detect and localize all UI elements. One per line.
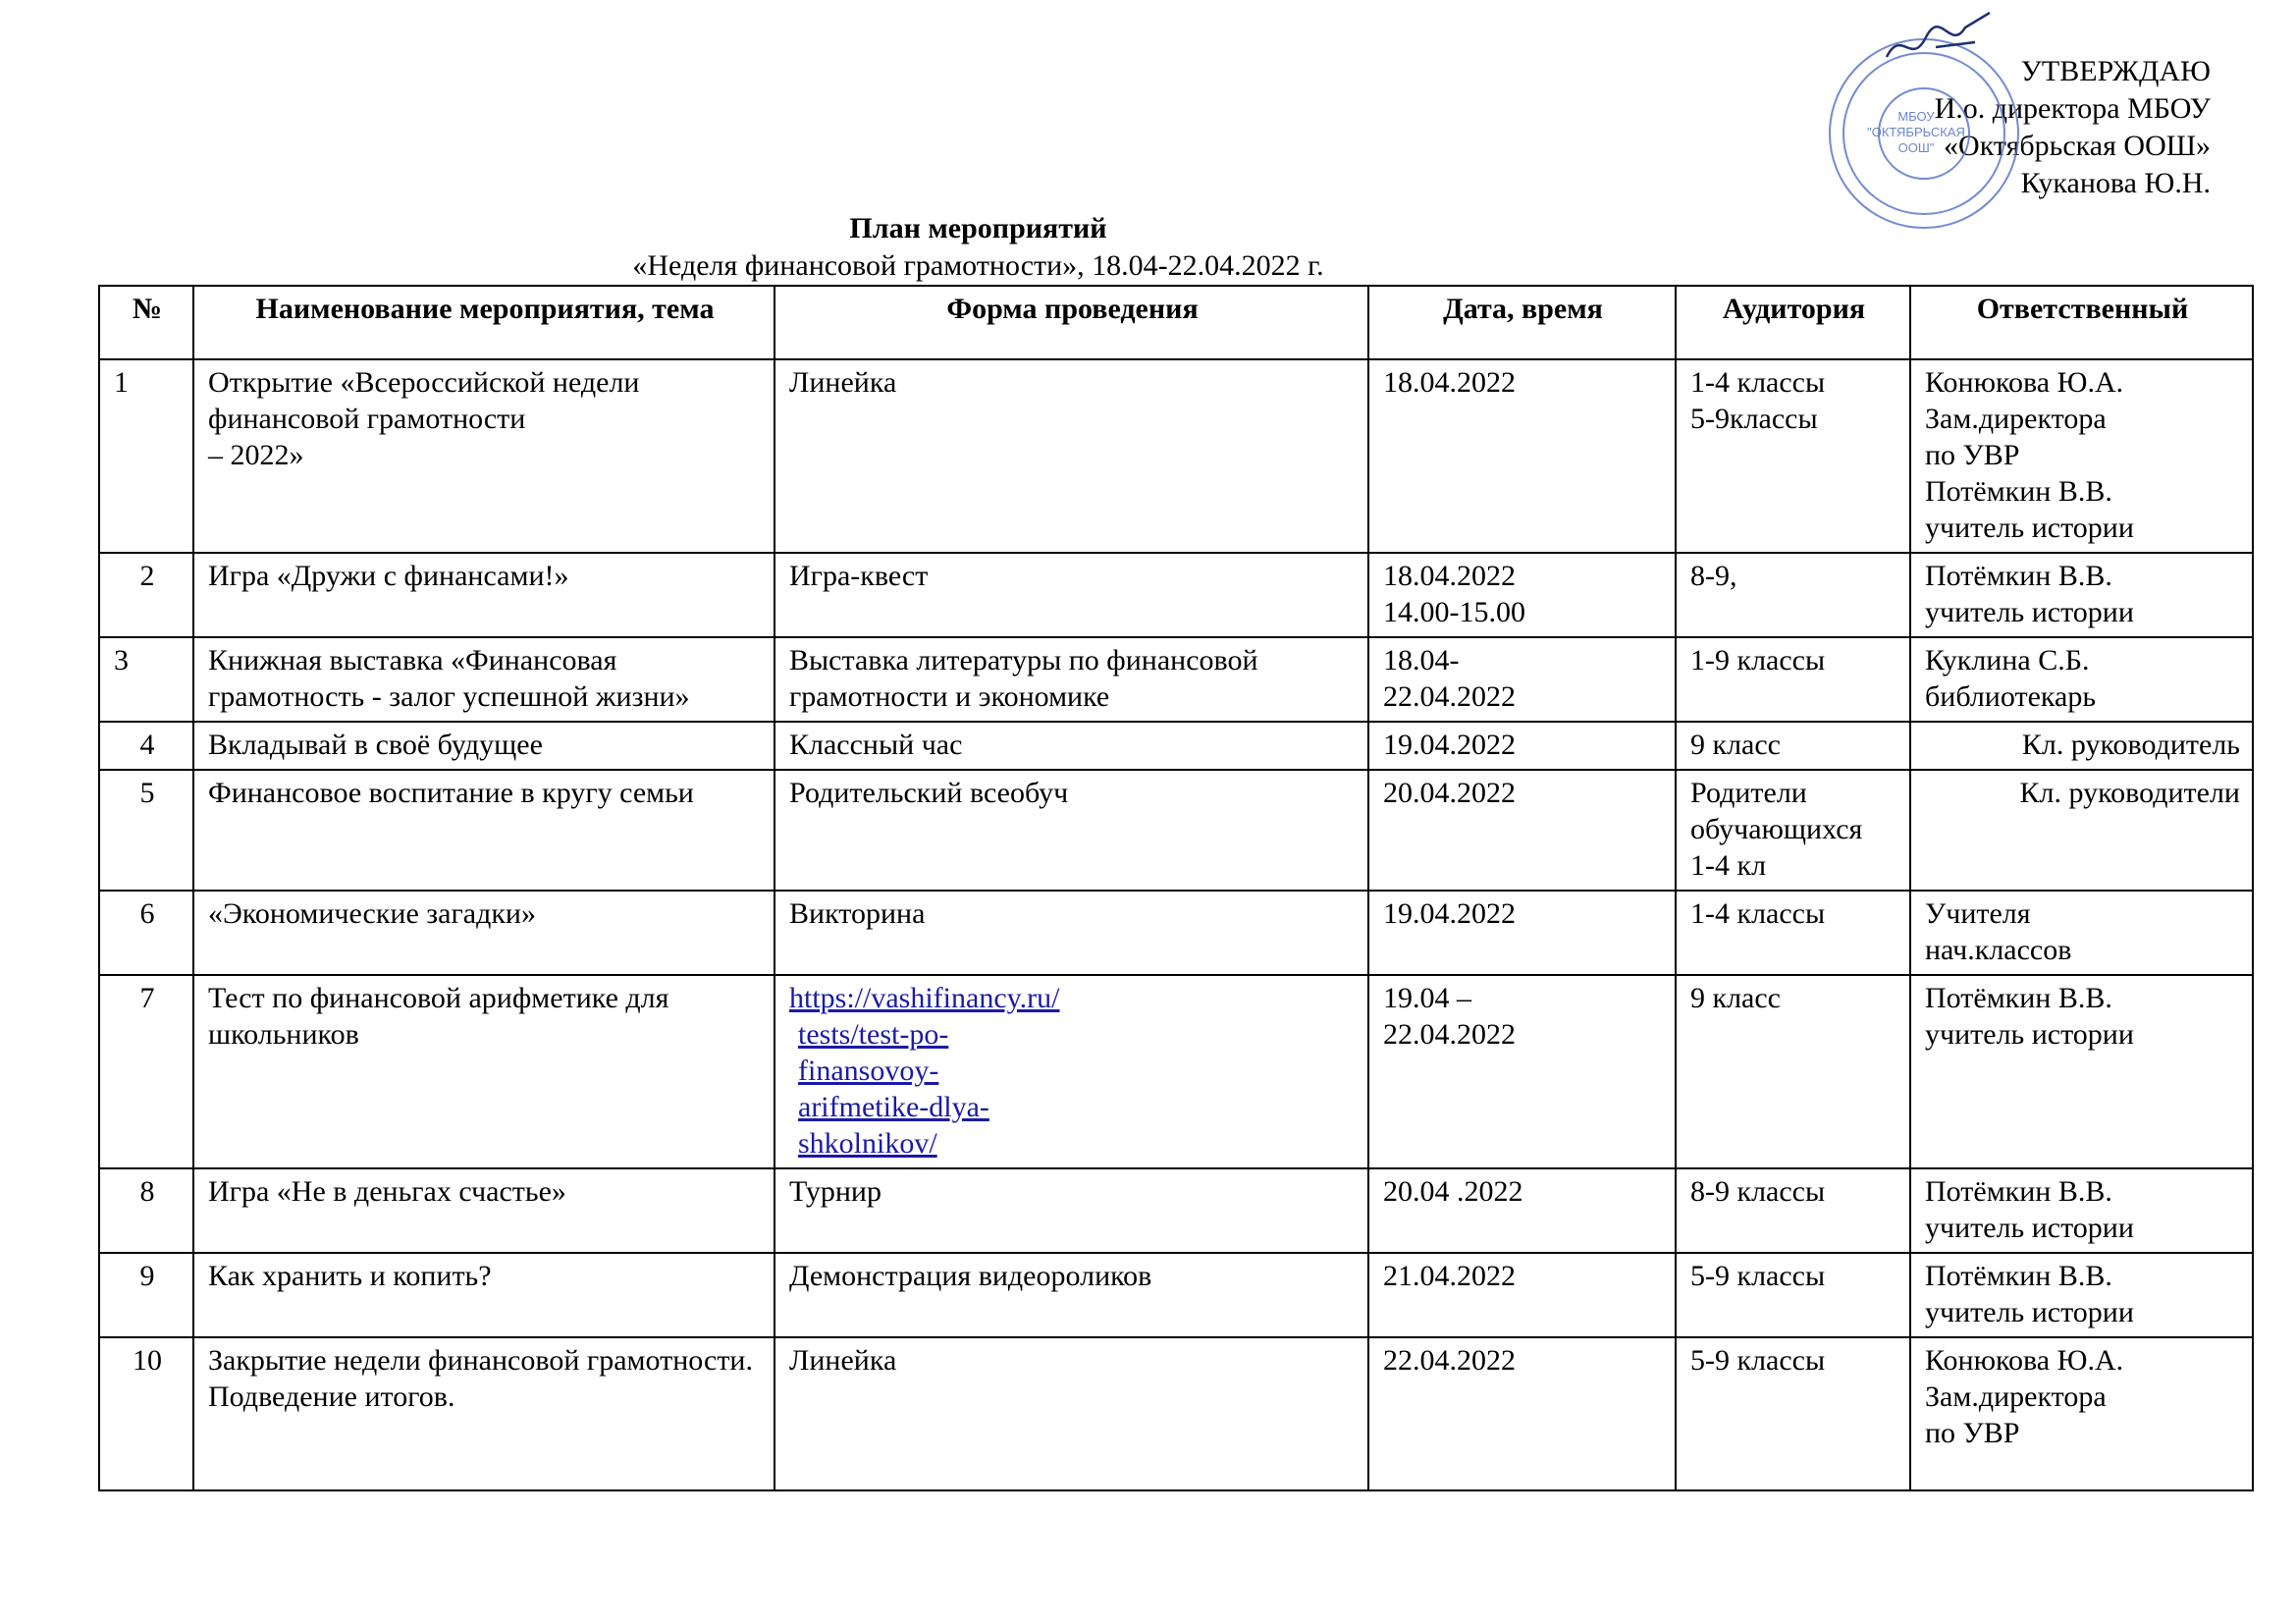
row-form: Линейка — [774, 1337, 1368, 1490]
row-date: 19.04.2022 — [1368, 891, 1676, 975]
row-responsible: Учителя нач.классов — [1910, 891, 2253, 975]
row-form: Демонстрация видеороликов — [774, 1253, 1368, 1337]
row-date: 19.04 – 22.04.2022 — [1368, 975, 1676, 1168]
table-row — [99, 722, 2253, 770]
row-name: Игра «Дружи с финансами!» — [193, 553, 774, 637]
row-name: Книжная выставка «Финансовая грамотность - залог успешной жизни» — [193, 637, 774, 722]
row-name: Открытие «Всероссийской недели финансовой грамотности – 2022» — [193, 359, 774, 553]
seal-text: "ОКТЯБРЬСКАЯ — [1867, 125, 1965, 139]
row-audience: 1-9 классы — [1676, 637, 1910, 722]
row-number: 6 — [99, 891, 193, 975]
row-number: 3 — [99, 637, 193, 722]
row-date: 18.04.2022 — [1368, 359, 1676, 553]
table-header-row — [99, 286, 2253, 359]
table-row — [99, 770, 2253, 891]
header-number: № — [99, 286, 193, 359]
row-responsible: Потёмкин В.В. учитель истории — [1910, 1168, 2253, 1253]
document-subtitle: «Неделя финансовой грамотности», 18.04-22.04.2022 г. — [632, 249, 1324, 282]
row-name: Игра «Не в деньгах счастье» — [193, 1168, 774, 1253]
row-name: «Экономические загадки» — [193, 891, 774, 975]
events-table — [98, 285, 2254, 1491]
row-date: 21.04.2022 — [1368, 1253, 1676, 1337]
row-number: 5 — [99, 770, 193, 891]
row-date: 19.04.2022 — [1368, 722, 1676, 770]
row-form: Викторина — [774, 891, 1368, 975]
row-number: 4 — [99, 722, 193, 770]
row-form: Родительский всеобуч — [774, 770, 1368, 891]
row-number: 1 — [99, 359, 193, 553]
row-number: 8 — [99, 1168, 193, 1253]
row-number: 7 — [99, 975, 193, 1168]
header-date: Дата, время — [1368, 286, 1676, 359]
row-name: Финансовое воспитание в кругу семьи — [193, 770, 774, 891]
row-number: 9 — [99, 1253, 193, 1337]
row-responsible: Конюкова Ю.А. Зам.директора по УВР — [1910, 1337, 2253, 1490]
row-audience: 5-9 классы — [1676, 1337, 1910, 1490]
row-date: 20.04 .2022 — [1368, 1168, 1676, 1253]
row-responsible: Кл. руководитель — [1910, 722, 2253, 770]
row-responsible: Куклина С.Б. библиотекарь — [1910, 637, 2253, 722]
row-responsible: Конюкова Ю.А. Зам.директора по УВР Потёмкин В.В. учитель истории — [1910, 359, 2253, 553]
row-audience: 9 класс — [1676, 975, 1910, 1168]
table-row — [99, 1253, 2253, 1337]
table-row — [99, 359, 2253, 553]
row-form: Классный час — [774, 722, 1368, 770]
approval-line: Куканова Ю.Н. — [2020, 167, 2211, 199]
row-form: Линейка — [774, 359, 1368, 553]
row-responsible: Кл. руководители — [1910, 770, 2253, 891]
row-audience: 8-9 классы — [1676, 1168, 1910, 1253]
header-name: Наименование мероприятия, тема — [193, 286, 774, 359]
row-audience: 9 класс — [1676, 722, 1910, 770]
row-audience: Родители обучающихся 1-4 кл — [1676, 770, 1910, 891]
row-responsible: Потёмкин В.В. учитель истории — [1910, 1253, 2253, 1337]
row-date: 20.04.2022 — [1368, 770, 1676, 891]
row-audience: 5-9 классы — [1676, 1253, 1910, 1337]
table-row — [99, 1337, 2253, 1490]
table-row — [99, 891, 2253, 975]
row-name: Закрытие недели финансовой грамотности. Подведение итогов. — [193, 1337, 774, 1490]
row-form: Турнир — [774, 1168, 1368, 1253]
seal-text: ООШ" — [1897, 140, 1935, 155]
row-date: 22.04.2022 — [1368, 1337, 1676, 1490]
table-row — [99, 975, 2253, 1168]
table-row — [99, 1168, 2253, 1253]
table-row — [99, 637, 2253, 722]
row-form: Выставка литературы по финансовой грамотности и экономике — [774, 637, 1368, 722]
test-link[interactable]: https://vashifinancy.ru/ tests/test-po- finansovoy- arifmetike-dlya- shkolnikov/ — [789, 982, 1060, 1160]
row-form — [774, 975, 1368, 1168]
document-title: План мероприятий — [849, 212, 1107, 244]
row-name: Вкладывай в своё будущее — [193, 722, 774, 770]
approval-line: И.о. директора МБОУ — [1934, 92, 2211, 125]
table-row — [99, 553, 2253, 637]
approval-line: «Октябрьская ООШ» — [1944, 130, 2211, 162]
seal-stamp-icon — [1818, 8, 2034, 234]
row-number: 10 — [99, 1337, 193, 1490]
row-responsible: Потёмкин В.В. учитель истории — [1910, 553, 2253, 637]
header-responsible: Ответственный — [1910, 286, 2253, 359]
row-date: 18.04.2022 14.00-15.00 — [1368, 553, 1676, 637]
row-audience: 1-4 классы 5-9классы — [1676, 359, 1910, 553]
row-name: Тест по финансовой арифметике для школьников — [193, 975, 774, 1168]
row-responsible: Потёмкин В.В. учитель истории — [1910, 975, 2253, 1168]
header-form: Форма проведения — [774, 286, 1368, 359]
row-form: Игра-квест — [774, 553, 1368, 637]
row-name: Как хранить и копить? — [193, 1253, 774, 1337]
row-date: 18.04- 22.04.2022 — [1368, 637, 1676, 722]
seal-text: МБОУ — [1897, 109, 1935, 124]
row-audience: 1-4 классы — [1676, 891, 1910, 975]
approval-line: УТВЕРЖДАЮ — [2020, 55, 2211, 87]
header-audience: Аудитория — [1676, 286, 1910, 359]
row-audience: 8-9, — [1676, 553, 1910, 637]
row-number: 2 — [99, 553, 193, 637]
